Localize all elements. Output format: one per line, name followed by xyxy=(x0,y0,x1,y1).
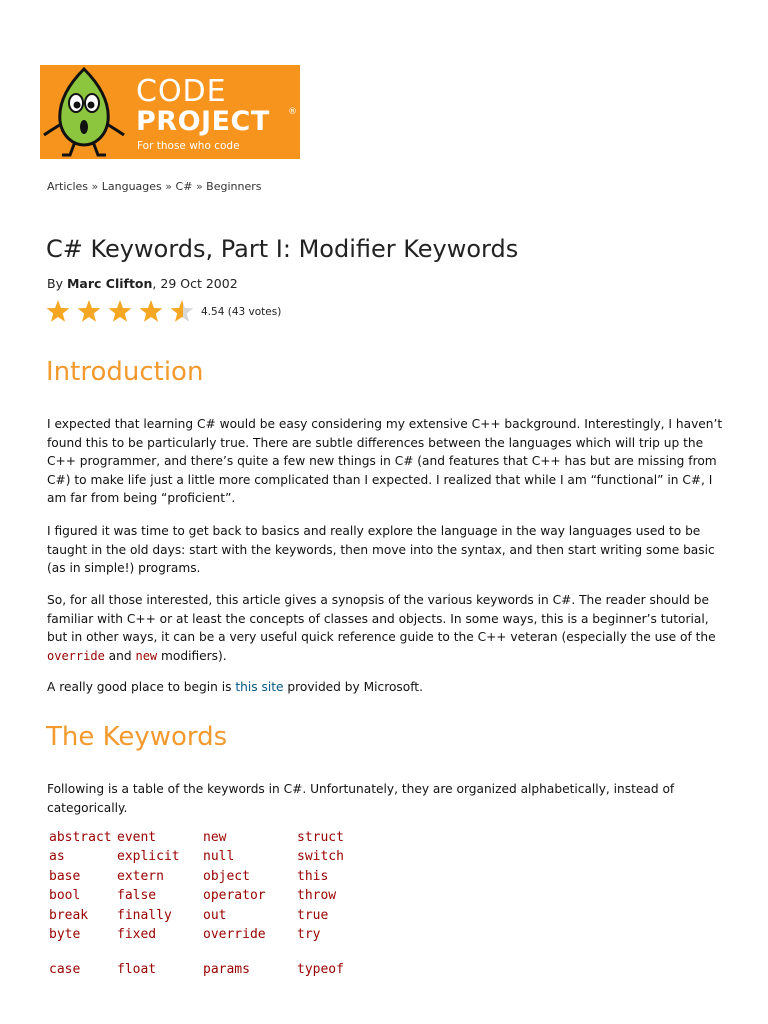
keyword-row xyxy=(49,962,387,981)
intro-paragraph-3-text-b: and xyxy=(104,648,136,663)
page-title: C# Keywords, Part I: Modifier Keywords xyxy=(46,235,519,263)
star-icon[interactable] xyxy=(140,300,163,322)
keyword-row xyxy=(49,869,387,888)
keyword-row-spacer xyxy=(49,946,387,962)
intro-paragraph-3-text-a: So, for all those interested, this article gives a synopsis of the various keywords in C#. The reader should be familiar with C++ or at least the concepts of classes and objects. In some ways, this is a beginner’s tutorial, but in other ways, it can be a very useful quick reference guide to the C++ veteran (especially the use of the xyxy=(47,593,716,644)
keyword-cell: event xyxy=(117,830,157,845)
logo-word-project: PROJECT xyxy=(136,106,270,137)
keyword-cell: params xyxy=(203,962,250,978)
breadcrumb xyxy=(47,180,262,194)
intro-paragraph-3 xyxy=(47,591,727,665)
intro-paragraph-3-text-c: modifiers). xyxy=(157,648,227,663)
keyword-cell: struct xyxy=(297,830,344,845)
keyword-cell: typeof xyxy=(297,962,344,978)
keyword-cell: out xyxy=(203,907,227,923)
keywords-heading: The Keywords xyxy=(46,722,228,752)
keyword-cell: operator xyxy=(203,888,266,904)
breadcrumb-languages[interactable]: Languages xyxy=(101,180,162,193)
keyword-row xyxy=(49,830,387,849)
keyword-cell: as xyxy=(49,849,65,865)
intro-paragraph-2: I figured it was time to get back to basics and really explore the language in the way languages used to be taught in the old days: start with the keywords, then move into the syntax, and then start writing some basic (as in simple!) programs. xyxy=(47,524,715,575)
introduction-heading: Introduction xyxy=(46,357,204,387)
logo-word-code: CODE xyxy=(136,74,227,109)
keyword-override: override xyxy=(47,648,105,663)
keyword-cell: base xyxy=(49,868,81,884)
star-icon[interactable] xyxy=(109,300,132,322)
logo-registered-mark: ® xyxy=(288,107,297,117)
codeproject-logo[interactable] xyxy=(40,65,300,159)
keyword-cell: byte xyxy=(49,926,81,942)
breadcrumb-articles[interactable]: Articles xyxy=(47,180,89,193)
star-icon[interactable] xyxy=(47,300,70,322)
keyword-row xyxy=(49,927,387,946)
intro-paragraph-1: I expected that learning C# would be easy considering my extensive C++ background. Interestingly, I haven’t found this to be particularly true. There are subtle differences between the languages which will trip up the C++ programmer, and there’s quite a few new things in C# (and features that C++ has but are missing from C#) to make life just a little more complicated than I expected. I realized that while I am “functional” in C#, I am far from being “proficient”. xyxy=(47,417,723,505)
rating-text: 4.54 (43 votes) xyxy=(201,306,282,318)
keyword-row xyxy=(49,849,387,868)
keyword-cell: fixed xyxy=(117,926,157,942)
intro-paragraph-4 xyxy=(47,678,727,697)
keyword-cell: throw xyxy=(297,888,337,904)
keyword-cell: bool xyxy=(49,888,81,904)
keyword-cell: finally xyxy=(117,907,172,923)
rating-stars[interactable] xyxy=(46,299,198,325)
keyword-row xyxy=(49,888,387,907)
breadcrumb-separator: » xyxy=(91,180,99,193)
intro-paragraph-4-text-b: provided by Microsoft. xyxy=(283,680,423,694)
microsoft-site-link[interactable]: this site xyxy=(235,680,284,694)
keywords-intro: Following is a table of the keywords in C#. Unfortunately, they are organized alphabetically, instead of categorically. xyxy=(47,782,675,815)
breadcrumb-csharp[interactable]: C# xyxy=(175,180,193,193)
star-icon[interactable] xyxy=(171,300,194,322)
breadcrumb-separator: » xyxy=(195,180,203,193)
byline-by-label: By xyxy=(47,276,63,291)
keywords-table xyxy=(49,830,387,982)
keyword-cell: new xyxy=(203,830,227,845)
keyword-cell: null xyxy=(203,849,235,865)
keyword-cell: float xyxy=(117,962,157,978)
keyword-cell: object xyxy=(203,868,250,884)
logo-tagline: For those who code xyxy=(137,140,240,152)
breadcrumb-beginners[interactable]: Beginners xyxy=(206,180,262,193)
keyword-cell: override xyxy=(203,926,266,942)
keyword-cell: try xyxy=(297,926,321,942)
star-icon[interactable] xyxy=(78,300,101,322)
keyword-cell: abstract xyxy=(49,830,112,845)
publish-date: , 29 Oct 2002 xyxy=(152,276,238,291)
keyword-cell: this xyxy=(297,868,329,884)
keyword-cell: break xyxy=(49,907,89,923)
keyword-cell: extern xyxy=(117,868,164,884)
keyword-cell: switch xyxy=(297,849,344,865)
keyword-cell: true xyxy=(297,907,329,923)
breadcrumb-separator: » xyxy=(165,180,173,193)
intro-paragraph-4-text-a: A really good place to begin is xyxy=(47,680,236,694)
keyword-cell: case xyxy=(49,962,81,978)
keyword-new: new xyxy=(135,648,158,663)
keyword-cell: false xyxy=(117,888,157,904)
byline xyxy=(47,276,238,292)
keyword-row xyxy=(49,908,387,927)
bob-mascot-icon xyxy=(40,65,136,159)
author-link[interactable]: Marc Clifton xyxy=(66,276,153,291)
keyword-cell: explicit xyxy=(117,849,180,865)
